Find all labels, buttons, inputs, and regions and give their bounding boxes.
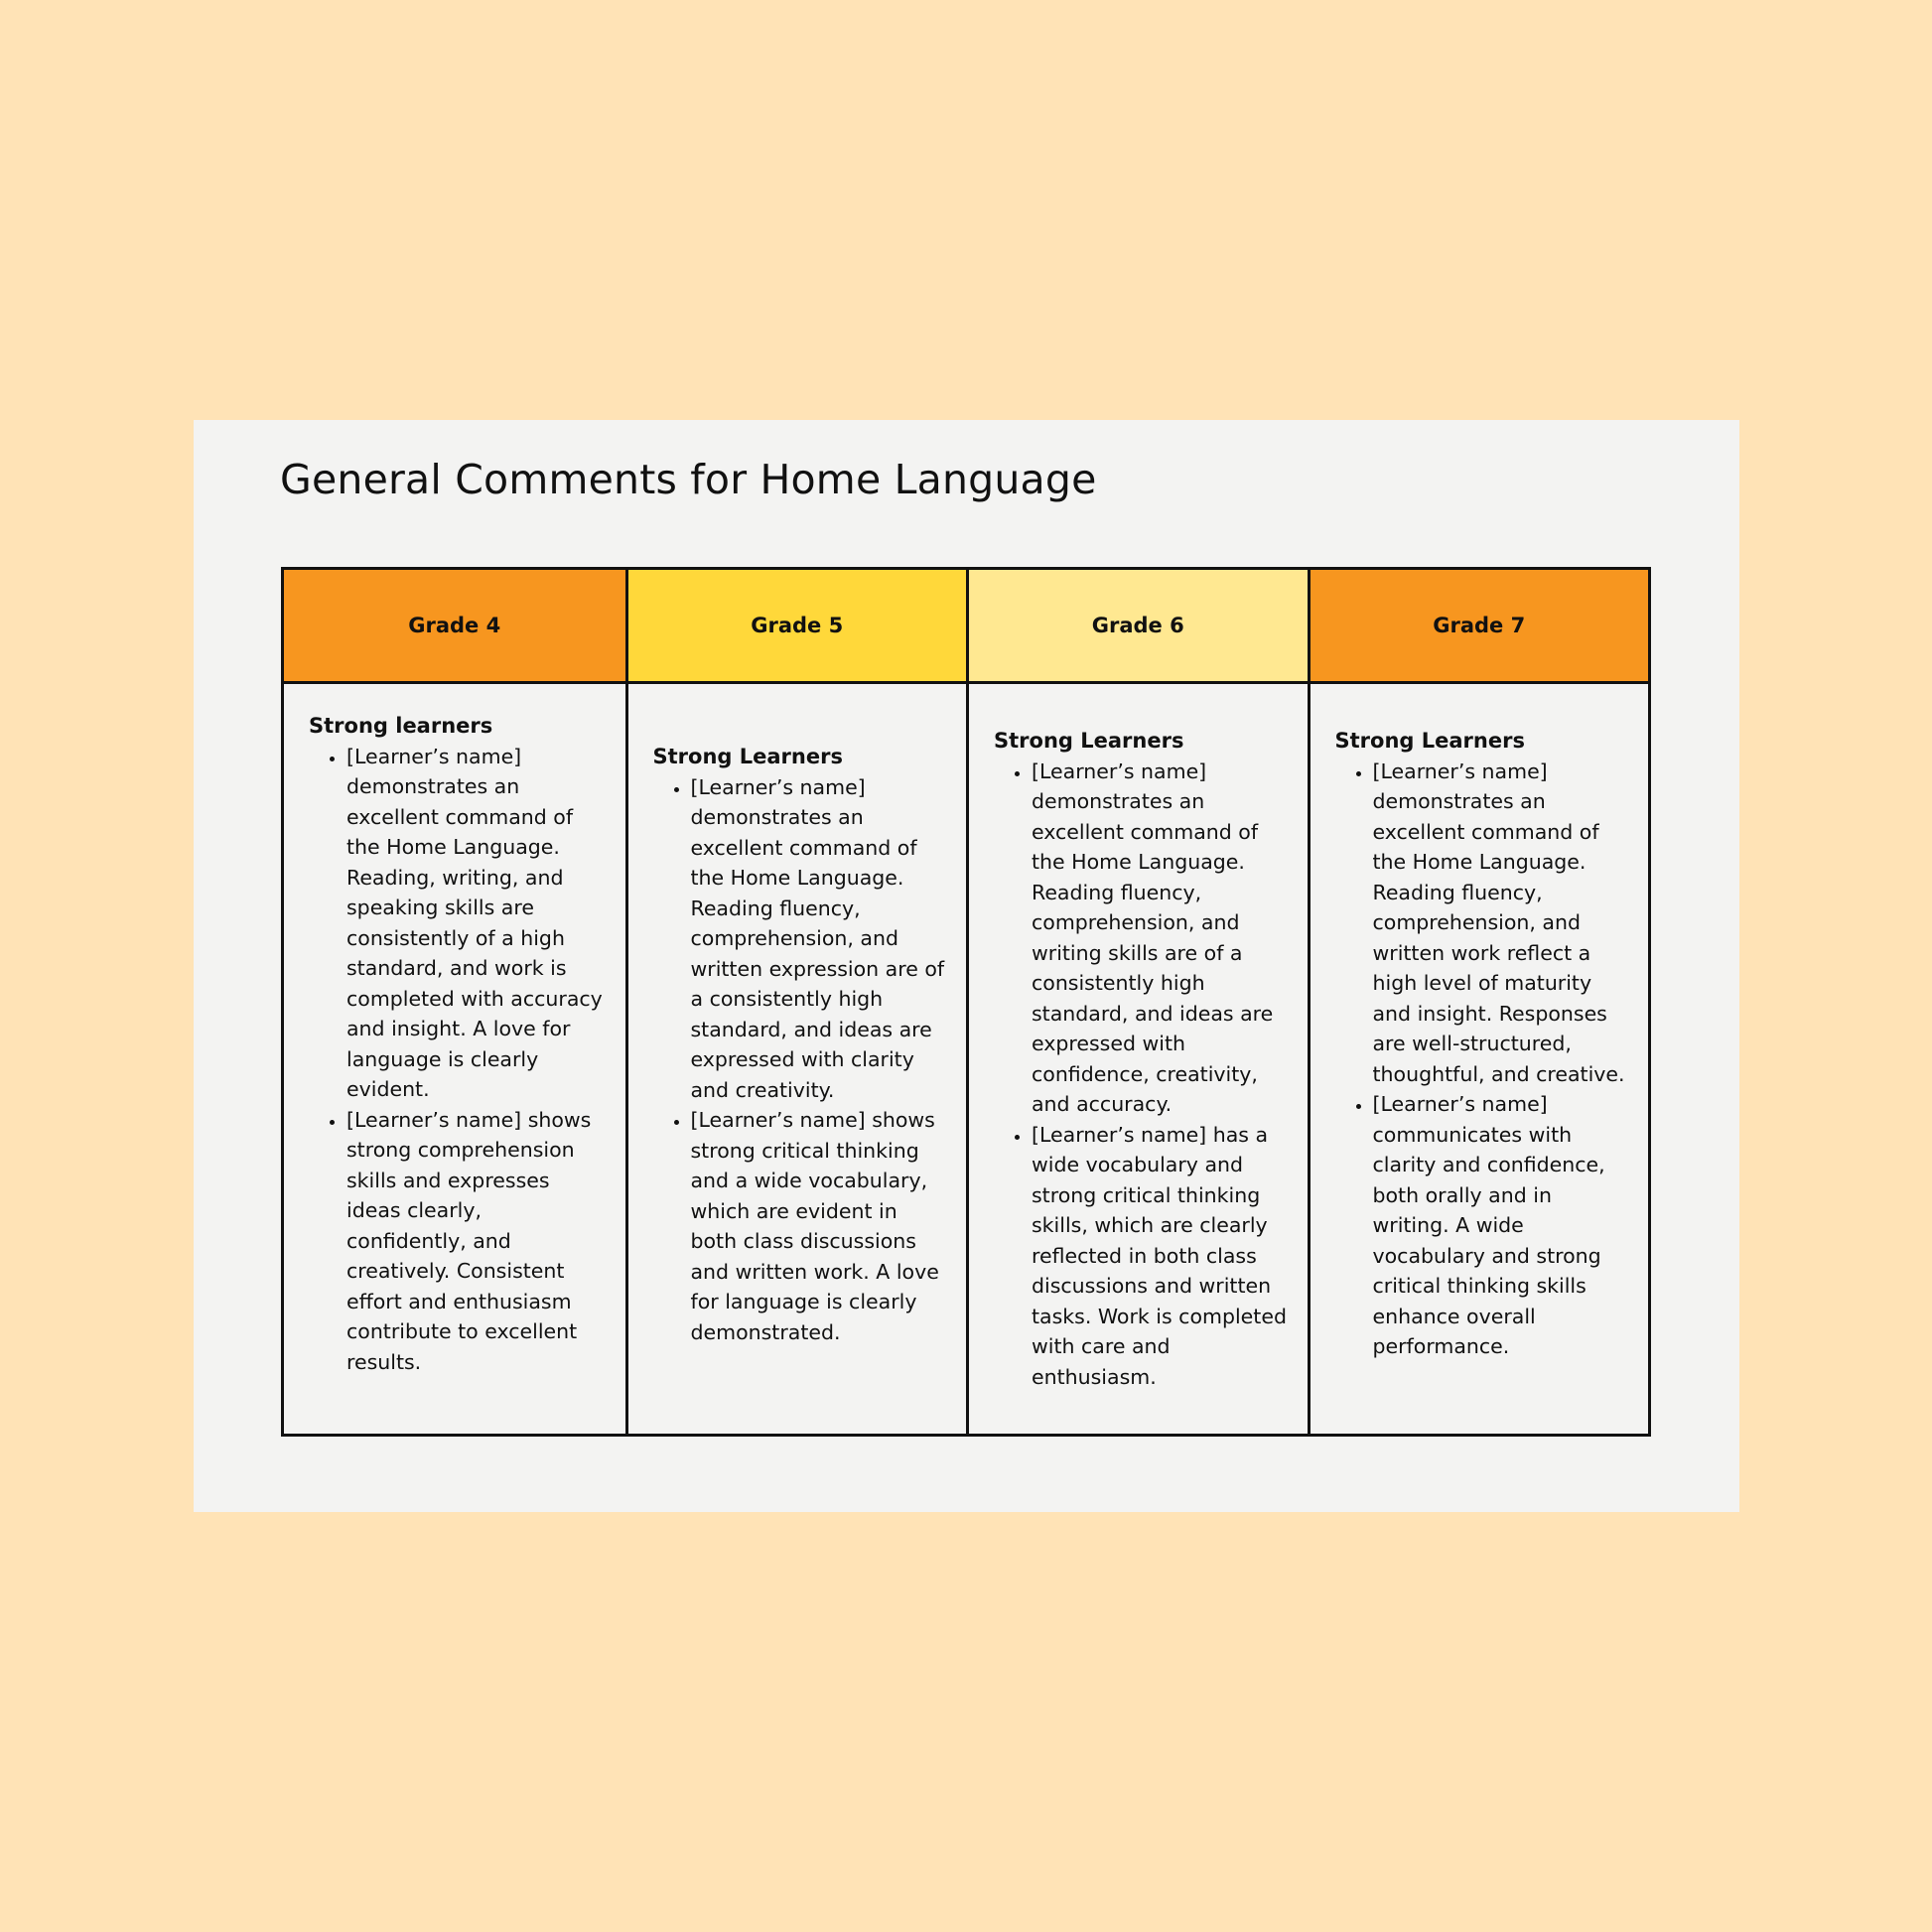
section-heading: Strong Learners: [994, 729, 1184, 753]
page-title: General Comments for Home Language: [280, 456, 1097, 503]
comment-item: • [Learner’s name] shows strong comprehension skills and expresses ideas clearly, confidently, and creatively. Consistent effort and enthusiasm contribute to excellent results.: [346, 1105, 608, 1378]
grade-5-header: Grade 5: [625, 570, 967, 684]
comment-list: [994, 757, 1290, 1393]
section-heading: Strong Learners: [652, 745, 843, 768]
comment-item: • [Learner’s name] shows strong critical thinking and a wide vocabulary, which are evident in both class discussions and written work. A love for language is clearly demonstrated.: [691, 1105, 949, 1347]
comment-item: • [Learner’s name] has a wide vocabulary and strong critical thinking skills, which are clearly reflected in both class discussions and written tasks. Work is completed with care and enthusiasm.: [1032, 1120, 1290, 1393]
comments-sheet: [194, 420, 1739, 1512]
grade-6-header: Grade 6: [966, 570, 1308, 684]
grade-4-comments: [284, 684, 625, 1434]
comment-list: [309, 742, 608, 1378]
grade-4-header: Grade 4: [284, 570, 625, 684]
grade-5-comments: [625, 684, 967, 1434]
comment-list: [653, 772, 949, 1348]
comment-item: • [Learner’s name] demonstrates an excellent command of the Home Language. Reading, writing, and speaking skills are consistently of a high standard, and work is completed with accuracy and insight. A love for language is clearly evident.: [346, 742, 608, 1105]
section-heading: Strong Learners: [1334, 729, 1525, 753]
grade-7-header: Grade 7: [1308, 570, 1649, 684]
comment-list: [1335, 757, 1631, 1362]
comment-item: • [Learner’s name] demonstrates an excellent command of the Home Language. Reading fluency, comprehension, and writing skills are of a consistently high standard, and ideas are expressed with confidence, creativity, and accuracy.: [1032, 757, 1290, 1120]
comment-item: • [Learner’s name] communicates with clarity and confidence, both orally and in writing. A wide vocabulary and strong critical thinking skills enhance overall performance.: [1373, 1089, 1631, 1362]
grade-6-comments: [966, 684, 1308, 1434]
comment-item: • [Learner’s name] demonstrates an excellent command of the Home Language. Reading fluency, comprehension, and written expression are of a consistently high standard, and ideas are expressed with clarity and creativity.: [691, 772, 949, 1106]
grade-7-comments: [1308, 684, 1649, 1434]
section-heading: Strong learners: [309, 714, 493, 738]
comments-table: [281, 567, 1651, 1437]
comment-item: • [Learner’s name] demonstrates an excellent command of the Home Language. Reading fluency, comprehension, and written work reflect a high level of maturity and insight. Responses are well-structured, thoughtful, and creative.: [1373, 757, 1631, 1090]
